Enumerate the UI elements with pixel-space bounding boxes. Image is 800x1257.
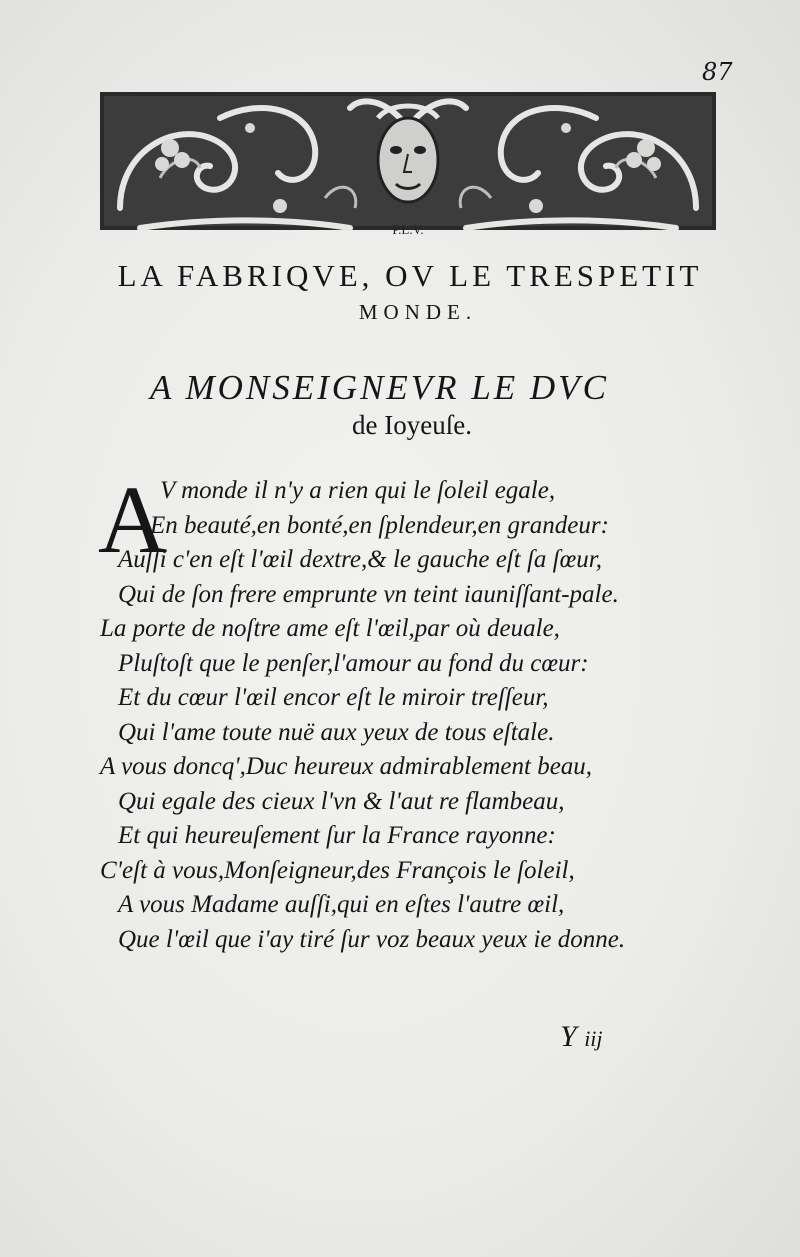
title-line-2: MONDE. <box>358 300 478 324</box>
verse-line: Auſſi c'en eſt l'œil dextre,& le gauche eſt ſa ſœur, <box>118 546 602 573</box>
verse-line: C'eſt à vous,Monſeigneur,des François le ſoleil, <box>100 856 575 884</box>
verse-line: Et du cœur l'œil encor eſt le miroir treſſeur, <box>118 684 549 711</box>
verse-line: En beauté,en bonté,en ſplendeur,en grandeur: <box>150 511 609 539</box>
signature-mark <box>560 1020 603 1054</box>
verse-line: Qui l'ame toute nuë aux yeux de tous eſtale. <box>118 718 555 746</box>
verse-line: La porte de noſtre ame eſt l'œil,par où deuale, <box>100 615 560 642</box>
signature-letter: Y <box>560 1020 577 1053</box>
page-number: 87 <box>702 58 733 86</box>
dedication-heading: A MONSEIGNEVR LE DVC <box>150 368 609 407</box>
verse-line: Que l'œil que i'ay tiré ſur voz beaux yeux ie donne. <box>118 925 626 953</box>
verse-line: A vous Madame auſſi,qui en eſtes l'autre œil, <box>118 891 565 918</box>
ornament-caption: P.L.V. <box>392 222 424 237</box>
verse-line: Qui de ſon frere emprunte vn teint iauniſſant-pale. <box>118 580 619 608</box>
verse-line: V monde il n'y a rien qui le ſoleil egale, <box>160 477 556 504</box>
verse-line: Pluſtoſt que le penſer,l'amour au fond du cœur: <box>118 649 589 677</box>
verse-line: A vous doncq',Duc heureux admirablement beau, <box>100 753 593 780</box>
drop-cap: A <box>98 466 168 573</box>
verse-line: Et qui heureuſement ſur la France rayonne: <box>118 822 556 849</box>
decorative-headpiece-ornament <box>100 88 716 238</box>
signature-numeral: iij <box>584 1026 603 1051</box>
dedication-subheading: de Ioyeuſe. <box>352 410 472 440</box>
title-line-1: LA FABRIQVE, OV LE TRESPETIT <box>117 258 703 293</box>
verse-line: Qui egale des cieux l'vn & l'aut re flambeau, <box>118 787 565 815</box>
